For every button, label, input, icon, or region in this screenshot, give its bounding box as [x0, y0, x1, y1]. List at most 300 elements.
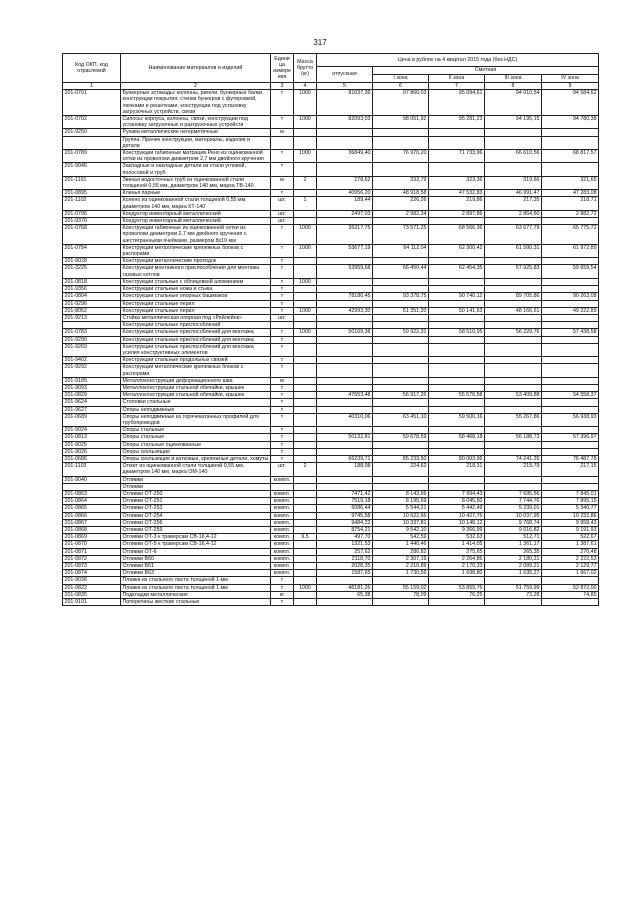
row-zone-4-price	[542, 286, 599, 293]
row-mass	[294, 286, 317, 293]
row-zone-2-price: 53 859,76	[429, 584, 485, 591]
row-code	[63, 136, 121, 149]
row-unit: т	[271, 413, 294, 426]
row-code: 201-0689	[63, 413, 121, 426]
table-row	[63, 336, 599, 343]
row-unit: т	[271, 293, 294, 300]
row-mass	[294, 548, 317, 555]
row-zone-2-price: 2 170,33	[429, 563, 485, 570]
row-zone-1-price: 2 307,19	[373, 555, 429, 562]
row-zone-4-price: 2 222,53	[542, 555, 599, 562]
row-zone-4-price: 61 972,89	[542, 244, 599, 257]
header-unit: Едини ца измере ния	[271, 54, 294, 83]
row-code: 201-0874	[63, 570, 121, 577]
row-zone-2-price: 10 148,12	[429, 519, 485, 526]
row-mass: 1000	[294, 225, 317, 245]
row-zone-1-price	[373, 286, 429, 293]
row-release-price: 65,38	[317, 591, 373, 598]
column-number: 3	[271, 83, 294, 90]
row-zone-1-price: 8 195,69	[373, 498, 429, 505]
row-zone-2-price	[429, 218, 485, 225]
row-unit: т	[271, 329, 294, 336]
row-code	[63, 483, 121, 490]
row-zone-1-price	[373, 364, 429, 377]
price-table-wrapper	[62, 53, 598, 606]
column-number: 1	[63, 83, 121, 90]
row-zone-2-price	[429, 357, 485, 364]
row-release-price	[317, 483, 373, 490]
row-code: 201-9356	[63, 286, 121, 293]
row-code: 201-0804	[63, 293, 121, 300]
row-zone-3-price: 66 610,56	[485, 150, 542, 163]
row-unit: т	[271, 286, 294, 293]
table-row	[63, 225, 599, 245]
row-mass	[294, 541, 317, 548]
table-row	[63, 406, 599, 413]
row-zone-2-price	[429, 343, 485, 356]
row-release-price: 2497,03	[317, 210, 373, 217]
table-row	[63, 534, 599, 541]
row-unit: компл.	[271, 505, 294, 512]
row-zone-3-price	[485, 427, 542, 434]
row-zone-2-price	[429, 384, 485, 391]
row-zone-1-price	[373, 300, 429, 307]
row-zone-2-price	[429, 427, 485, 434]
row-zone-2-price: 47 532,83	[429, 190, 485, 197]
row-release-price: 2118,70	[317, 555, 373, 562]
row-release-price	[317, 300, 373, 307]
table-row	[63, 343, 599, 356]
row-zone-2-price: 95 281,23	[429, 116, 485, 129]
row-release-price	[317, 218, 373, 225]
row-unit: т	[271, 163, 294, 176]
header-zone-4: IV зона	[542, 75, 599, 83]
row-mass	[294, 498, 317, 505]
row-code: 201-9296	[63, 300, 121, 307]
row-name: Колено из оцинкованной стали толщиной 0,55 мм, диаметром 140 мм, марка КТ-140	[121, 197, 271, 210]
row-mass	[294, 490, 317, 497]
row-zone-1-price: 59 678,59	[373, 434, 429, 441]
row-zone-2-price	[429, 286, 485, 293]
row-zone-1-price: 10 622,66	[373, 512, 429, 519]
row-release-price: 50132,81	[317, 434, 373, 441]
row-zone-3-price: 73,28	[485, 591, 542, 598]
row-zone-2-price: 10 427,76	[429, 512, 485, 519]
row-zone-3-price: 1 635,27	[485, 570, 542, 577]
row-zone-3-price: 53 409,88	[485, 392, 542, 399]
table-row	[63, 548, 599, 555]
row-name: Конструкции металлические крепежных блоков с распорами	[121, 364, 271, 377]
row-name: Клинья парные	[121, 190, 271, 197]
row-release-price	[317, 136, 373, 149]
header-zone-1: I зона	[373, 75, 429, 83]
row-zone-4-price	[542, 258, 599, 265]
row-zone-2-price: 219,86	[429, 197, 485, 210]
row-name: Конструкции стальные перил	[121, 300, 271, 307]
row-name: Рукава металлические негерметичные	[121, 129, 271, 136]
row-name: Конструкции стальные приспособлений для монтажа	[121, 329, 271, 336]
row-zone-1-price	[373, 357, 429, 364]
row-release-price	[317, 599, 373, 606]
row-mass	[294, 476, 317, 483]
row-zone-3-price: 5 239,01	[485, 505, 542, 512]
row-release-price: 9484,22	[317, 519, 373, 526]
row-zone-2-price: 55 576,58	[429, 392, 485, 399]
row-zone-4-price	[542, 314, 599, 321]
row-zone-4-price: 10 232,86	[542, 512, 599, 519]
row-zone-4-price: 217,15	[542, 463, 599, 476]
row-name: Отливки	[121, 476, 271, 483]
row-code: 201-9292	[63, 364, 121, 377]
row-zone-4-price: 68 817,57	[542, 150, 599, 163]
table-row	[63, 591, 599, 598]
row-zone-4-price: 2 129,77	[542, 563, 599, 570]
row-zone-3-price	[485, 286, 542, 293]
row-zone-2-price	[429, 483, 485, 490]
row-name: Плавки из стального листа толщиной 1 мм	[121, 584, 271, 591]
row-mass	[294, 384, 317, 391]
row-mass	[294, 190, 317, 197]
row-code: 201-0866	[63, 512, 121, 519]
row-zone-4-price	[542, 218, 599, 225]
row-name: Металлоконструкции стальной обечайки, крышек	[121, 384, 271, 391]
row-zone-2-price: 58 510,95	[429, 329, 485, 336]
row-name: Отмет из оцинкованной стали толщиной 0,55 мм, диаметром 140 мм, марка ОМ-140	[121, 463, 271, 476]
row-zone-4-price	[542, 357, 599, 364]
row-unit: м	[271, 129, 294, 136]
row-zone-2-price: 5 442,49	[429, 505, 485, 512]
row-code: 201-0702	[63, 116, 121, 129]
row-unit: компл.	[271, 534, 294, 541]
row-zone-1-price: 48 918,58	[373, 190, 429, 197]
row-unit: шт.	[271, 314, 294, 321]
table-row	[63, 434, 599, 441]
row-zone-4-price	[542, 384, 599, 391]
row-zone-4-price: 94 584,62	[542, 90, 599, 116]
row-unit: компл.	[271, 519, 294, 526]
row-zone-3-price	[485, 399, 542, 406]
row-unit: т	[271, 265, 294, 278]
row-unit: т	[271, 300, 294, 307]
row-unit: шт.	[271, 197, 294, 210]
row-code: 201-0864	[63, 498, 121, 505]
row-unit	[271, 136, 294, 149]
row-zone-1-price	[373, 406, 429, 413]
row-unit: т	[271, 384, 294, 391]
row-zone-4-price	[542, 441, 599, 448]
row-unit: компл.	[271, 490, 294, 497]
row-name: Конструкции габионные из оцинкованной сетки из проволоки диаметром 2,7 мм двойного кручения с шестигранными ячейками, размером 8х10 мм	[121, 225, 271, 245]
row-zone-3-price	[485, 384, 542, 391]
row-zone-1-price	[373, 384, 429, 391]
row-unit: м	[271, 176, 294, 189]
table-row	[63, 527, 599, 534]
row-code: 201-0829	[63, 392, 121, 399]
row-code: 201-0871	[63, 548, 121, 555]
row-zone-2-price	[429, 364, 485, 377]
row-zone-2-price: 71 733,96	[429, 150, 485, 163]
row-release-price: 66239,71	[317, 455, 373, 462]
table-row	[63, 210, 599, 217]
table-row	[63, 512, 599, 519]
row-release-price: 47653,48	[317, 392, 373, 399]
row-mass: 1000	[294, 90, 317, 116]
table-body	[63, 90, 599, 606]
row-mass	[294, 364, 317, 377]
row-zone-4-price	[542, 322, 599, 329]
row-code: 201-9093	[63, 384, 121, 391]
row-release-price	[317, 286, 373, 293]
row-zone-1-price	[373, 427, 429, 434]
row-release-price: 40310,06	[317, 413, 373, 426]
row-zone-1-price	[373, 377, 429, 384]
row-code: 201-0796	[63, 210, 121, 217]
column-number: 7	[429, 83, 485, 90]
row-name: Отливки В60	[121, 555, 271, 562]
row-code: 201-0870	[63, 541, 121, 548]
row-name: Отливки ОТ-3 к траверсам СВ-16,4-12	[121, 534, 271, 541]
row-unit: т	[271, 427, 294, 434]
row-name: Конструкции стальные опорных башмаков	[121, 293, 271, 300]
row-unit: т	[271, 225, 294, 245]
row-mass	[294, 448, 317, 455]
row-zone-3-price	[485, 218, 542, 225]
row-name: Отливки В61	[121, 563, 271, 570]
row-release-price: 53677,19	[317, 244, 373, 257]
row-zone-3-price: 512,71	[485, 534, 542, 541]
row-name: Бункерные эстакады: колонны, ригели, бункерные балки, конструкции покрытия, стенки бункеров с футеровкой, лючками и решетками, конструкции под установку загрузочных устройств, связи	[121, 90, 271, 116]
row-unit: т	[271, 455, 294, 462]
row-zone-1-price	[373, 476, 429, 483]
row-release-price	[317, 278, 373, 285]
row-zone-4-price: 1 387,61	[542, 541, 599, 548]
row-zone-2-price	[429, 322, 485, 329]
row-zone-3-price: 48 166,61	[485, 307, 542, 314]
row-zone-4-price: 57 396,97	[542, 434, 599, 441]
row-zone-2-price	[429, 448, 485, 455]
row-zone-4-price: 9 958,43	[542, 519, 599, 526]
row-zone-2-price: 90 740,12	[429, 293, 485, 300]
row-name: Поперечины жесткие стальные	[121, 599, 271, 606]
row-zone-1-price: 51 351,20	[373, 307, 429, 314]
row-mass	[294, 434, 317, 441]
row-code: 201-1101	[63, 176, 121, 189]
row-zone-4-price	[542, 136, 599, 149]
row-zone-4-price: 56 938,93	[542, 413, 599, 426]
row-name: Отливки	[121, 483, 271, 490]
row-release-price: 9745,58	[317, 512, 373, 519]
row-code: 201-8052	[63, 307, 121, 314]
table-row	[63, 197, 599, 210]
row-name: Конструкции металлические крепежных блоков с распорами	[121, 244, 271, 257]
row-zone-2-price: 1 698,80	[429, 570, 485, 577]
row-zone-1-price: 85 233,50	[373, 455, 429, 462]
table-row	[63, 555, 599, 562]
row-code: 201-9046	[63, 163, 121, 176]
page-number: 317	[313, 38, 327, 47]
table-row	[63, 293, 599, 300]
row-zone-1-price: 98 051,92	[373, 116, 429, 129]
row-zone-3-price	[485, 163, 542, 176]
table-header	[63, 54, 599, 90]
row-name: Отливки ОТ-251	[121, 498, 271, 505]
row-mass	[294, 258, 317, 265]
row-zone-3-price: 10 037,95	[485, 512, 542, 519]
row-mass	[294, 300, 317, 307]
row-code: 201-9191	[63, 599, 121, 606]
row-release-price: 7471,42	[317, 490, 373, 497]
row-zone-3-price: 1 361,17	[485, 541, 542, 548]
row-release-price: 8754,21	[317, 527, 373, 534]
row-mass	[294, 427, 317, 434]
row-unit: т	[271, 150, 294, 163]
table-row	[63, 190, 599, 197]
row-zone-3-price: 56 229,76	[485, 329, 542, 336]
row-unit: т	[271, 448, 294, 455]
row-name: Конструкции стальные приспособлений для монтажа усилия конструктивных элементов	[121, 343, 271, 356]
row-name: Опоры скользящие и катковые, крепежные детали, хомуты	[121, 455, 271, 462]
row-zone-1-price	[373, 314, 429, 321]
row-zone-4-price: 65 775,72	[542, 225, 599, 245]
row-zone-3-price	[485, 476, 542, 483]
table-row	[63, 483, 599, 490]
row-zone-1-price	[373, 599, 429, 606]
row-zone-3-price: 265,35	[485, 548, 542, 555]
row-zone-2-price: 218,31	[429, 463, 485, 476]
row-zone-2-price: 68 566,36	[429, 225, 485, 245]
row-zone-1-price: 280,82	[373, 548, 429, 555]
row-zone-3-price	[485, 300, 542, 307]
row-unit: т	[271, 116, 294, 129]
row-mass	[294, 357, 317, 364]
row-zone-1-price: 332,79	[373, 176, 429, 189]
row-mass	[294, 563, 317, 570]
row-mass	[294, 512, 317, 519]
row-zone-4-price: 7 845,01	[542, 490, 599, 497]
row-release-price	[317, 427, 373, 434]
row-zone-2-price: 80 003,96	[429, 455, 485, 462]
table-row	[63, 570, 599, 577]
row-zone-2-price: 62 300,42	[429, 244, 485, 257]
row-name: Силосы: корпуса, колонны, связи, конструкции под установку загрузочных и разгрузочных устройств	[121, 116, 271, 129]
row-mass	[294, 136, 317, 149]
row-code: 201-9040	[63, 476, 121, 483]
row-zone-1-price: 2 210,89	[373, 563, 429, 570]
row-zone-4-price: 1 667,02	[542, 570, 599, 577]
row-unit: м	[271, 377, 294, 384]
header-estimate-price: Сметная	[373, 67, 599, 75]
row-code: 201-0872	[63, 555, 121, 562]
row-zone-2-price	[429, 163, 485, 176]
column-number: 6	[373, 83, 429, 90]
row-mass: 1000	[294, 116, 317, 129]
header-release-price: отпускная	[317, 67, 373, 83]
row-code: 201-0868	[63, 527, 121, 534]
header-code: Код ОКП, код отраслевой	[63, 54, 121, 83]
row-release-price: 5086,44	[317, 505, 373, 512]
row-unit: т	[271, 392, 294, 399]
row-code: 201-9185	[63, 377, 121, 384]
row-zone-1-price	[373, 448, 429, 455]
row-zone-3-price	[485, 278, 542, 285]
row-zone-3-price	[485, 343, 542, 356]
row-zone-3-price	[485, 258, 542, 265]
row-zone-4-price: 7 895,15	[542, 498, 599, 505]
row-mass	[294, 505, 317, 512]
row-release-price: 2028,35	[317, 563, 373, 570]
row-zone-4-price	[542, 483, 599, 490]
row-zone-1-price	[373, 258, 429, 265]
row-name: Конструкции монтажного приспособления для монтажа газовых котлов	[121, 265, 271, 278]
row-zone-1-price	[373, 322, 429, 329]
table-row	[63, 357, 599, 364]
row-release-price	[317, 384, 373, 391]
row-zone-4-price: 47 283,08	[542, 190, 599, 197]
row-zone-3-price	[485, 441, 542, 448]
row-code: 201-9026	[63, 448, 121, 455]
row-code: 201-9213	[63, 314, 121, 321]
row-mass	[294, 555, 317, 562]
row-zone-3-price: 9 016,82	[485, 527, 542, 534]
row-zone-2-price: 1 414,05	[429, 541, 485, 548]
row-mass	[294, 129, 317, 136]
row-code: 201-9624	[63, 399, 121, 406]
row-zone-1-price	[373, 129, 429, 136]
row-mass: 9,5	[294, 534, 317, 541]
row-zone-1-price	[373, 343, 429, 356]
row-release-price: 81037,36	[317, 90, 373, 116]
row-release-price: 78180,45	[317, 293, 373, 300]
row-unit: т	[271, 599, 294, 606]
row-zone-3-price: 319,66	[485, 176, 542, 189]
row-zone-2-price	[429, 399, 485, 406]
row-zone-1-price: 59 922,31	[373, 329, 429, 336]
row-name: Опоры неподвижные из горячекатанных профилей для трубопроводов	[121, 413, 271, 426]
row-unit: т	[271, 406, 294, 413]
row-zone-2-price: 2 264,86	[429, 555, 485, 562]
row-zone-2-price	[429, 577, 485, 584]
row-zone-4-price: 9 191,93	[542, 527, 599, 534]
row-name: Отливки ОТ-6	[121, 548, 271, 555]
row-mass	[294, 406, 317, 413]
row-zone-3-price: 217,35	[485, 197, 542, 210]
row-release-price: 42993,30	[317, 307, 373, 314]
row-zone-3-price: 9 768,74	[485, 519, 542, 526]
row-zone-2-price: 58 468,18	[429, 434, 485, 441]
row-release-price	[317, 399, 373, 406]
row-zone-1-price: 1 730,56	[373, 570, 429, 577]
row-zone-2-price	[429, 406, 485, 413]
row-zone-1-price: 97 860,03	[373, 90, 429, 116]
row-release-price: 46181,26	[317, 584, 373, 591]
row-zone-4-price: 270,48	[542, 548, 599, 555]
row-zone-1-price: 76 970,20	[373, 150, 429, 163]
row-unit: т	[271, 577, 294, 584]
row-mass: 2	[294, 463, 317, 476]
row-unit: т	[271, 441, 294, 448]
row-code: 201-9025	[63, 441, 121, 448]
row-unit: т	[271, 584, 294, 591]
row-zone-4-price	[542, 278, 599, 285]
row-code: 201-0835	[63, 591, 121, 598]
row-zone-2-price: 275,65	[429, 548, 485, 555]
row-mass	[294, 293, 317, 300]
row-code: 201-0813	[63, 434, 121, 441]
row-name: Отливки В63	[121, 570, 271, 577]
row-code: 201-1103	[63, 463, 121, 476]
row-release-price: 189,44	[317, 197, 373, 210]
row-zone-3-price: 94 195,15	[485, 116, 542, 129]
